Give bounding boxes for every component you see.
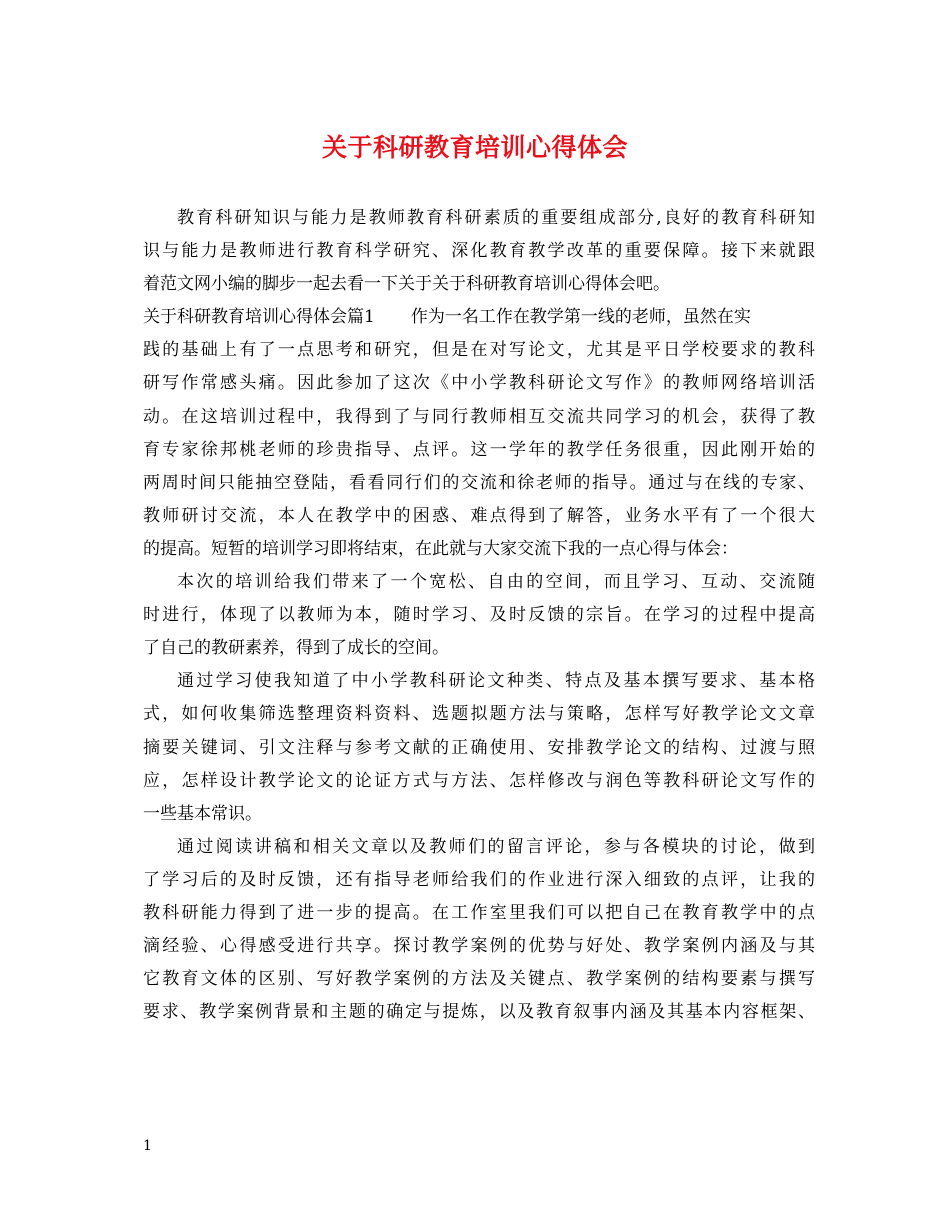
document-title: 关于科研教育培训心得体会 xyxy=(321,133,628,162)
paragraph-line: 教师研讨交流，本人在教学中的困惑、难点得到了解答，业务水平有了一个很大 xyxy=(143,505,815,526)
paragraph-line: 了自己的教研素养，得到了成长的空间。 xyxy=(143,638,449,659)
paragraph-line: 应，怎样设计教学论文的论证方式与方法、怎样修改与润色等教科研论文写作的 xyxy=(143,770,815,791)
document-body xyxy=(143,202,815,1029)
paragraph-line: 通过学习使我知道了中小学教科研论文种类、特点及基本撰写要求、基本格 xyxy=(177,671,815,692)
paragraph-line: 式，如何收集筛选整理资料资料、选题拟题方法与策略，怎样写好教学论文文章 xyxy=(143,704,815,725)
page-number: 1 xyxy=(143,1138,152,1154)
paragraph-line: 了学习后的及时反馈，还有指导老师给我们的作业进行深入细致的点评，让我的 xyxy=(143,869,815,890)
paragraph-line: 通过阅读讲稿和相关文章以及教师们的留言评论，参与各模块的讨论，做到 xyxy=(177,836,815,857)
section-first-line xyxy=(143,301,815,334)
paragraph-line: 教育科研知识与能力是教师教育科研素质的重要组成部分,良好的教育科研知 xyxy=(177,208,815,228)
paragraph-line: 的提高。短暂的培训学习即将结束，在此就与大家交流下我的一点心得与体会： xyxy=(143,538,738,559)
paragraph-line: 教科研能力得到了进一步的提高。在工作室里我们可以把自己在教育教学中的点 xyxy=(143,902,815,923)
paragraph-line: 研写作常感头痛。因此参加了这次《中小学教科研论文写作》的教师网络培训活 xyxy=(143,373,815,394)
paragraph-line: 两周时间只能抽空登陆，看看同行们的交流和徐老师的指导。通过与在线的专家、 xyxy=(143,472,815,493)
paragraph-line: 一些基本常识。 xyxy=(143,803,262,824)
paragraph-line: 时进行，体现了以教师为本，随时学习、及时反馈的宗旨。在学习的过程中提高 xyxy=(143,605,815,626)
paragraph-line: 本次的培训给我们带来了一个宽松、自由的空间，而且学习、互动、交流随 xyxy=(177,572,815,593)
paragraph-line: 育专家徐邦桃老师的珍贵指导、点评。这一学年的教学任务很重，因此刚开始的 xyxy=(143,439,815,460)
paragraph-line: 动。在这培训过程中，我得到了与同行教师相互交流共同学习的机会，获得了教 xyxy=(143,406,815,427)
paragraph-line: 摘要关键词、引文注释与参考文献的正确使用、安排教学论文的结构、过渡与照 xyxy=(143,737,815,758)
paragraph-line: 它教育文体的区别、写好教学案例的方法及关键点、教学案例的结构要素与撰写 xyxy=(143,969,815,990)
paragraph-line: 着范文网小编的脚步一起去看一下关于关于科研教育培训心得体会吧。 xyxy=(143,274,670,295)
paragraph-line: 识与能力是教师进行教育科学研究、深化教育教学改革的重要保障。接下来就跟 xyxy=(143,241,815,262)
paragraph-line: 滴经验、心得感受进行共享。探讨教学案例的优势与好处、教学案例内涵及与其 xyxy=(143,936,815,957)
paragraph-line: 要求、教学案例背景和主题的确定与提炼，以及教育叙事内涵及其基本内容框架、 xyxy=(143,1002,815,1023)
section-heading: 关于科研教育培训心得体会篇1 xyxy=(143,307,375,328)
section-first-line-text: 作为一名工作在教学第一线的老师，虽然在实 xyxy=(410,307,751,328)
paragraph-line: 践的基础上有了一点思考和研究，但是在对写论文，尤其是平日学校要求的教科 xyxy=(143,340,815,361)
